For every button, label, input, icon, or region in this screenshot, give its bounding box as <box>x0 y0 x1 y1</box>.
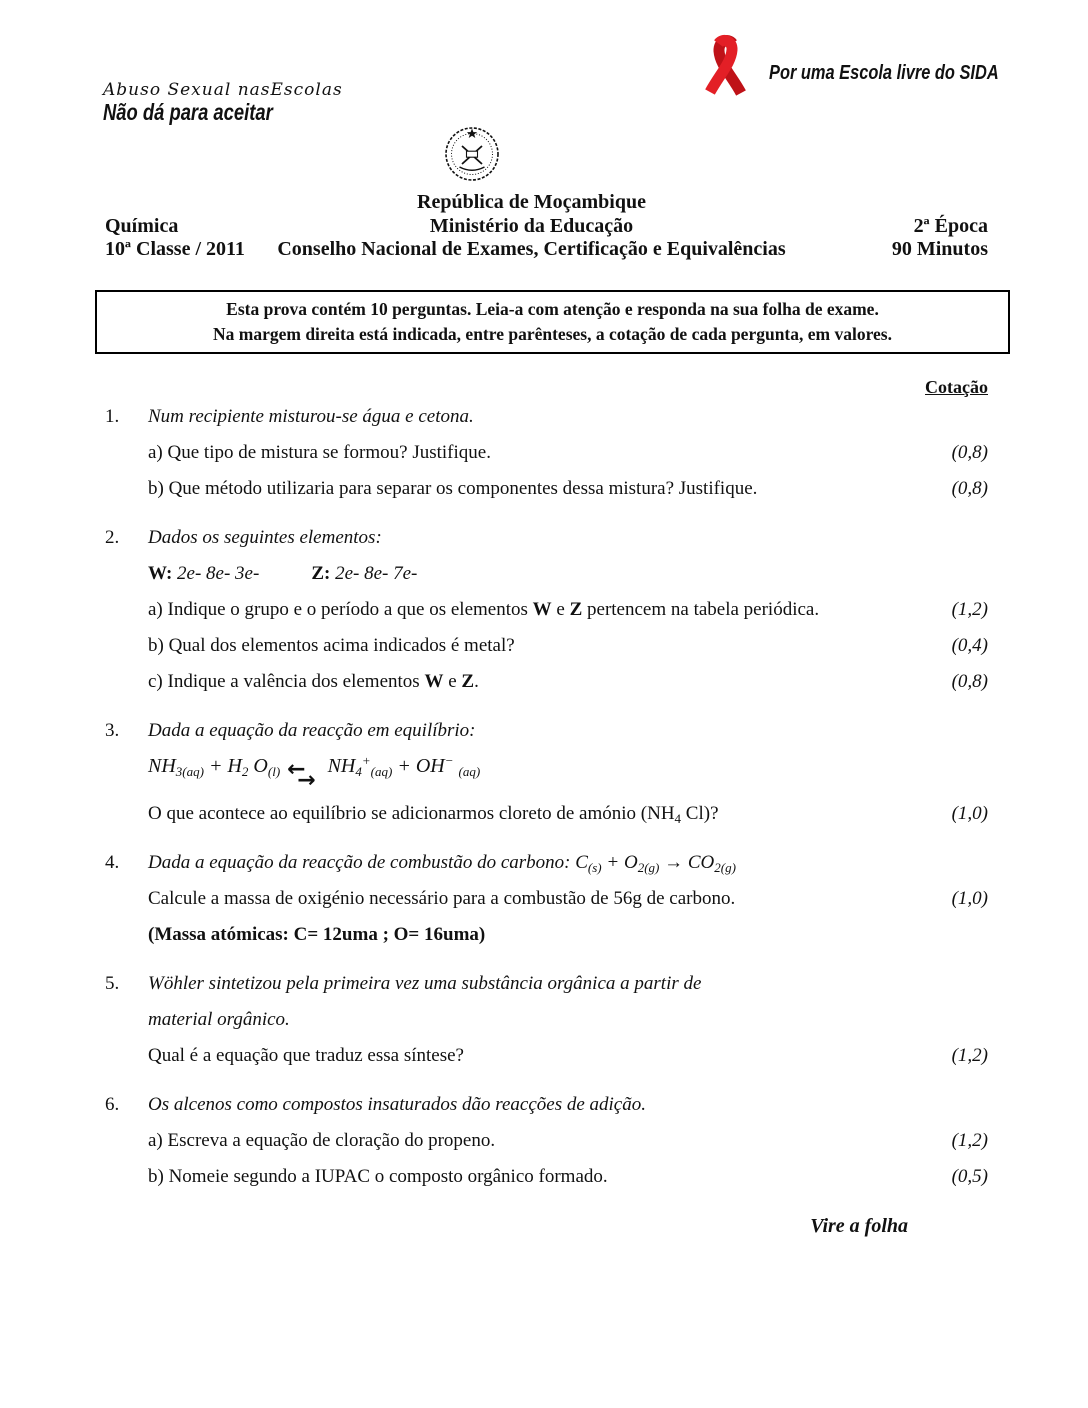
header-duration: 90 Minutos <box>891 238 988 260</box>
score-value: (1,2) <box>951 599 988 620</box>
question-text: material orgânico. <box>148 1009 290 1030</box>
exam-content <box>105 377 988 1238</box>
score-value: (0,8) <box>951 478 988 499</box>
question-line <box>148 852 988 873</box>
question-1 <box>105 406 988 499</box>
question-line <box>148 924 988 945</box>
question-text: Dada a equação da reacção de combustão do carbono: $C_{(s)} + O_{2(g)} \to CO_{2(g)}$ <box>148 852 736 875</box>
question-5 <box>105 973 988 1066</box>
question-text: Dada a equação da reacção em equilíbrio: <box>148 720 476 741</box>
question-text: Os alcenos como compostos insaturados dão reacções de adição. <box>148 1094 646 1115</box>
question-line <box>148 442 988 463</box>
question-line <box>148 1130 988 1151</box>
header-ministry: Ministério da Educação <box>429 214 634 237</box>
question-text: a) Escreva a equação de cloração do propeno. <box>148 1130 496 1151</box>
campaign-line1: Abuso Sexual nasEscolas <box>103 80 343 100</box>
question-6 <box>105 1094 988 1187</box>
question-text: a) Indique o grupo e o período a que os elementos W e Z pertencem na tabela periódica. <box>148 599 820 620</box>
score-value: (1,0) <box>951 803 988 824</box>
header-epoch: 2ª Época <box>913 214 988 237</box>
question-number: 1. <box>105 406 120 427</box>
question-line <box>148 563 988 584</box>
question-line <box>148 1009 988 1030</box>
header-grade: 10ª Classe / 2011 <box>105 238 245 260</box>
score-value: (1,2) <box>951 1130 988 1151</box>
question-4 <box>105 852 988 945</box>
question-line <box>148 1045 988 1066</box>
question-line <box>148 888 988 909</box>
score-value: (0,8) <box>951 671 988 692</box>
score-value: (1,0) <box>951 888 988 909</box>
question-number: 6. <box>105 1094 120 1115</box>
header-country: República de Moçambique <box>417 191 646 213</box>
score-value: (0,8) <box>951 442 988 463</box>
question-body <box>148 852 988 945</box>
question-number: 2. <box>105 527 120 548</box>
question-text: Wöhler sintetizou pela primeira vez uma substância orgânica a partir de <box>148 973 702 994</box>
question-line <box>148 478 988 499</box>
header-subject: Química <box>105 214 179 237</box>
header-council: Conselho Nacional de Exames, Certificação e Equivalências <box>277 238 786 260</box>
question-2 <box>105 527 988 692</box>
mozambique-emblem-icon <box>443 124 501 187</box>
question-body <box>148 720 988 824</box>
question-text: b) Nomeie segundo a IUPAC o composto orgânico formado. <box>148 1166 608 1187</box>
question-line <box>148 635 988 656</box>
score-value: (0,5) <box>951 1166 988 1187</box>
question-3 <box>105 720 988 824</box>
question-number: 5. <box>105 973 120 994</box>
turn-page-note: Vire a folha <box>810 1215 908 1237</box>
question-line <box>148 1166 988 1187</box>
campaign-line2: Não dá para aceitar <box>103 99 273 125</box>
question-body <box>148 406 988 499</box>
exam-header <box>105 191 988 262</box>
sida-banner <box>693 34 1049 105</box>
question-text: a) Que tipo de mistura se formou? Justifique. <box>148 442 491 463</box>
question-text: Qual é a equação que traduz essa síntese? <box>148 1045 464 1066</box>
equilibrium-arrows-icon: ← → <box>287 757 316 793</box>
question-text: Dados os seguintes elementos: <box>148 527 382 548</box>
question-line <box>148 720 988 741</box>
question-text: W: 2e- 8e- 3e- Z: 2e- 8e- 7e- <box>148 563 418 584</box>
aids-ribbon-icon <box>693 34 757 105</box>
instructions-line2: Na margem direita está indicada, entre parênteses, a cotação de cada pergunta, em valores. <box>213 324 892 344</box>
question-line <box>148 753 988 793</box>
question-number: 3. <box>105 720 120 741</box>
question-line <box>148 973 988 994</box>
score-value: (0,4) <box>951 635 988 656</box>
question-text: b) Qual dos elementos acima indicados é metal? <box>148 635 515 656</box>
question-text: (Massa atómicas: C= 12uma ; O= 16uma) <box>148 924 486 945</box>
instructions-box <box>95 290 1010 354</box>
question-text: Calcule a massa de oxigénio necessário para a combustão de 56g de carbono. <box>148 888 736 909</box>
question-line <box>148 803 988 824</box>
question-body <box>148 973 988 1066</box>
question-line <box>148 599 988 620</box>
question-body <box>148 1094 988 1187</box>
question-number: 4. <box>105 852 120 873</box>
score-value: (1,2) <box>951 1045 988 1066</box>
instructions-line1: Esta prova contém 10 perguntas. Leia-a com atenção e responda na sua folha de exame. <box>226 299 879 319</box>
question-text: b) Que método utilizaria para separar os componentes dessa mistura? Justifique. <box>148 478 758 499</box>
question-text: O que acontece ao equilíbrio se adicionarmos cloreto de amónio ($NH_4$ Cl)? <box>148 803 719 826</box>
question-line <box>148 1094 988 1115</box>
question-text: c) Indique a valência dos elementos W e Z. <box>148 671 479 692</box>
sida-banner-label: Por uma Escola livre do SIDA <box>769 62 999 84</box>
question-body <box>148 527 988 692</box>
question-text: Num recipiente misturou-se água e cetona. <box>148 406 474 427</box>
questions <box>105 406 988 1187</box>
cotacao-header: Cotação <box>925 377 988 397</box>
question-text: $NH_{3(aq)} + H_2$ $O_{(l)}$ ← → $NH_4^+_{(aq)} + OH^-$ $_{(aq)}$ <box>148 753 481 793</box>
question-line <box>148 527 988 548</box>
question-line <box>148 671 988 692</box>
campaign-block <box>103 80 343 125</box>
question-line <box>148 406 988 427</box>
